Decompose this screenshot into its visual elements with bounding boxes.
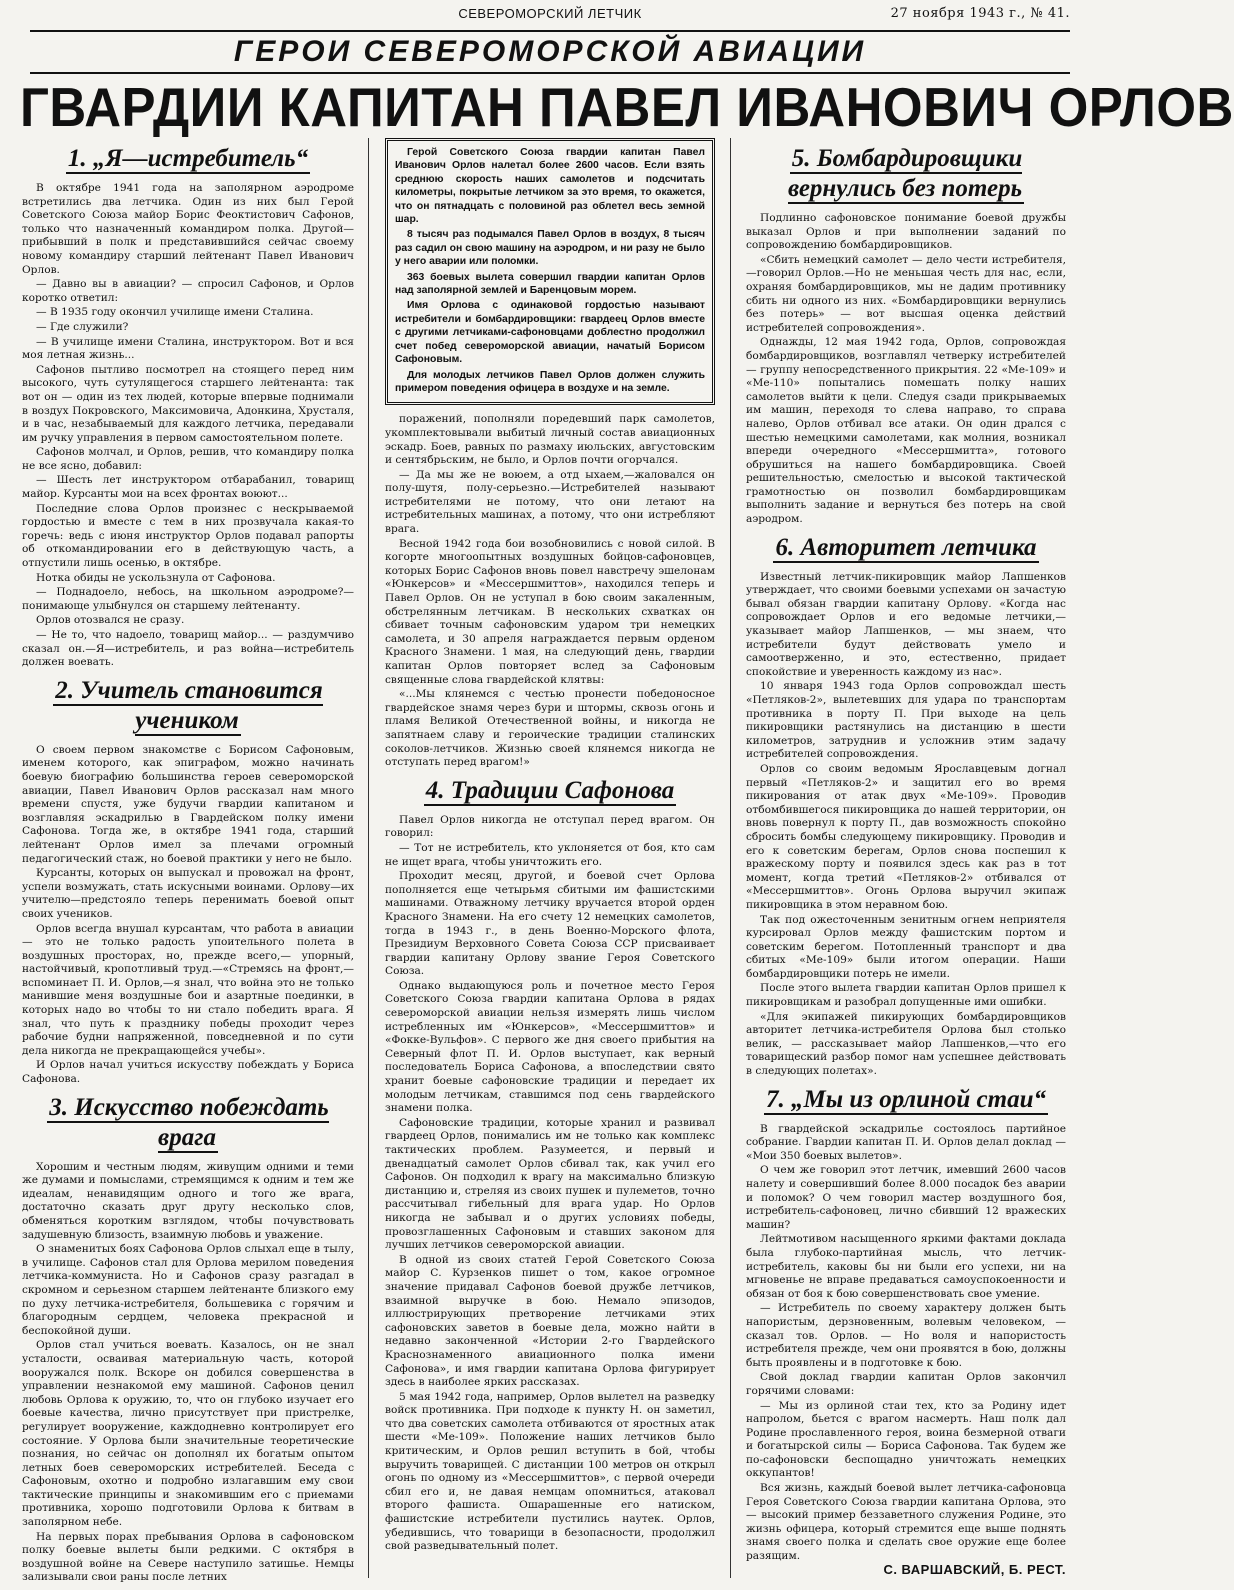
paragraph: Лейтмотивом насыщенного яркими фактами доклада была глубоко-партийная мысль, что летчик-истребитель, каковы бы ни были его успехи, ни на мгновенье не вправе предаваться самоуспокоенности и обязан от боя к бою совершенствовать свое умение. (746, 1233, 1066, 1300)
paragraph: 10 января 1943 года Орлов сопровождал шесть «Петляков-2», вылетевших для удара по транспортам противника в порту П. При выходе на цель пикировщики растянулись на дистанцию в шести километров, затруднив и усложнив этим задачу истребителей сопровождения. (746, 680, 1066, 761)
paragraph: Весной 1942 года бои возобновились с новой силой. В когорте многоопытных воздушных бойцов-сафоновцев, которых Борис Сафонов вновь повел навстречу эшелонам «Юнкерсов» и «Мессершмиттов», находился теперь и Павел Орлов. Он не уступал в бою своим закаленным, обстрелянным летчикам. В нескольких схватках он сбивает точным сафоновским ударом три немецких самолета, и 30 апреля награждается первым орденом Красного Знамени. 1 мая, на следующий день, гвардии капитан Орлов повторяет вслед за Сафоновым священные слова гвардейской клятвы: (385, 537, 715, 686)
fact-box (385, 138, 715, 405)
paragraph: После этого вылета гвардии капитан Орлов пришел к пикировщикам и разобрал допущенные ими ошибки. (746, 982, 1066, 1009)
fact-paragraph: 363 боевых вылета совершил гвардии капитан Орлов над заполярной землей и Баренцовым морем. (395, 271, 705, 297)
paragraph: Сафонов пытливо посмотрел на стоящего перед ним высокого, чуть сутулящегося старшего лейтенанта: так вот он — один из тех людей, которые впервые поднимали в воздух Покровского, Максимовича, Адонкина, Хрусталя, и в час, незабываемый для каждого летчика, передавали им ручку управления в первом самостоятельном полете. (22, 363, 354, 444)
paragraph: — Шесть лет инструктором отбарабанил, товарищ майор. Курсанты мои на всех фронтах воюют... (22, 474, 354, 501)
paragraph: Орлов всегда внушал курсантам, что работа в авиации — это не только радость упоительного полета в воздушных просторах, но, прежде всего,— упорный, настойчивый, кропотливый труд.—«Стремясь на фронт,—вспоминает П. И. Орлов,—я знал, что война это не только манившие меня воздушные бои и азартные поединки, в которых надо во чтобы то ни стало победить врага. Я знал, что путь к празднику победы проходит через рабочие будни напряженной, повседневной и по сути дела никогда не прекращающейся учебы». (22, 922, 354, 1057)
paragraph: В октябре 1941 года на заполярном аэродроме встретились два летчика. Один из них был Герой Советского Союза майор Борис Феоктистович Сафонов, только что назначенный командиром полка. Другой—прибывший в полк и представившийся сейчас своему новому командиру старший лейтенант Павел Иванович Орлов. (22, 182, 354, 276)
paragraph: Орлов отозвался не сразу. (36, 614, 185, 627)
paragraph: — Где служили? (36, 320, 129, 333)
paragraph: — В училище имени Сталина, инструктором. Вот и вся моя летная жизнь... (22, 335, 354, 362)
rubric-band (30, 30, 1070, 74)
paragraph: Сафоновские традиции, которые хранил и развивал гвардеец Орлов, понимались им не только как комплекс тактических проблем. Разумеется, и первый и двенадцатый самолет Орлов сбивал так, как учил его Сафонов. Он подходил к врагу на максимально близкую дистанцию и, стреляя из своих пушек и пулеметов, точно рассчитывал гибельный для врага удар. Но Орлов никогда не забывал и о других условиях победы, провозглашенных Сафоновым и ставших законом для лучших летчиков североморской авиации. (385, 1116, 715, 1252)
paragraph: — Да мы же не воюем, а отд ыхаем,—жаловался он полу-шутя, полу-серьезно.—Истребителей называют истребителями не потому, что они летают на истребительных машинах, а потому, что они истребляют врага. (385, 468, 715, 536)
paragraph: Хорошим и честным людям, живущим одними и теми же думами и помыслами, стремящимся к одним и тем же идеалам, ненавидящим одного и того же врага, достаточно сказать друг другу несколько слов, обменяться коротким взглядом, чтобы почувствовать задушевную близость, взаимную любовь и уважение. (22, 1160, 354, 1241)
paper-name: СЕВЕРОМОРСКИЙ ЛЕТЧИК (458, 6, 642, 21)
paragraph: О чем же говорил этот летчик, имевший 2600 часов налету и совершивший более 8.000 посадок без аварии и поломок? О чем говорил мастер воздушного боя, истребитель-сафоновец, лично сбивший 12 вражеских машин? (746, 1164, 1066, 1231)
paragraph: Проходит месяц, другой, и боевой счет Орлова пополняется еще четырьмя сбитыми им фашистскими машинами. Отважному летчику вручается второй орден Красного Знамени. На его счету 12 немецких самолетов, тогда в 1943 г., в день Военно-Морского флота, Президиум Верховного Совета Союза ССР присваивает гвардии капитану Орлову звание Героя Советского Союза. (385, 870, 715, 978)
paragraph: О знаменитых боях Сафонова Орлов слыхал еще в тылу, в училище. Сафонов стал для Орлова мерилом поведения летчика-коммуниста. Но и Сафонов сразу разгадал в скромном и серьезном старшем лейтенанте близкого ему по духу летчика-истребителя, большевика с горячим и благородным сердцем, человека прекрасной и беспокойной души. (22, 1243, 354, 1337)
column-divider (730, 138, 731, 1578)
paragraph: Орлов стал учиться воевать. Казалось, он не знал усталости, осваивая материальную часть, которой вооружался полк. Вскоре он добился совершенства в управлении незнакомой ему машиной. Сафонов ценил любовь Орлова к оружию, то, что он глубоко изучает его боевые качества, лично присутствует при пристрелке, регулирует вооружение, каждодневно контролирует его состояние. У Орлова были значительные теоретические познания, но сейчас он дополнял их богатым опытом летных боев североморских истребителей. Беседа с Сафоновым, охотно и подробно излагавшим ему свои тактические принципы и знакомившим его с приемами противника, хорошо подготовили Орлова к битвам в заполярном небе. (22, 1339, 354, 1529)
column-1 (22, 138, 354, 1584)
section-title-text: 4. Традиции Сафонова (425, 776, 675, 804)
section-title-text: 1. „Я—истребитель“ (67, 145, 309, 172)
paragraph: Так под ожесточенным зенитным огнем неприятеля курсировал Орлов между фашистским портом и советским берегом. Потопленный транспорт и два сбитых «Ме-109» были итогом операции. Наши бомбардировщики потерь не имели. (746, 913, 1066, 980)
paragraph: Известный летчик-пикировщик майор Лапшенков утверждает, что своими боевыми успехами он зачастую бывал обязан гвардии капитану Орлову. «Когда нас сопровождает Орлов и его ведомые летчики,—указывает майор Лапшенков, — мы знаем, что истребители будут действовать умело и самоотверженно, и это, естественно, придает спокойствие и уверенность каждому из нас». (746, 570, 1066, 678)
headline: ГВАРДИИ КАПИТАН ПАВЕЛ ИВАНОВИЧ ОРЛОВ (20, 76, 1234, 138)
paragraph: О своем первом знакомстве с Борисом Сафоновым, именем которого, как эпиграфом, можно начинать боевую биографию большинства героев североморской авиации, Павел Иванович Орлов рассказал нам много времени спустя, уже будучи гвардии капитаном и возглавляя эскадрилью в Гвардейском полку имени Сафонова. Тогда же, в октябре 1941 года, старший лейтенант Орлов имел за плечами огромный педагогический стаж, но боевой практики у него не было. (22, 743, 354, 865)
paragraph: В гвардейской эскадрилье состоялось партийное собрание. Гвардии капитан П. И. Орлов делал доклад — «Мои 350 боевых вылетов». (746, 1122, 1066, 1162)
section-title (22, 1093, 354, 1153)
fact-paragraph: 8 тысяч раз подымался Павел Орлов в воздух, 8 тысяч раз садил он свою машину на аэродром, и ни разу не было у него аварии или поломки. (395, 229, 705, 268)
paragraph: «Сбить немецкий самолет — дело чести истребителя,—говорил Орлов.—Но не меньшая честь для нас, если, охраняя бомбардировщиков, мы не дадим противнику сбить ни одного из них. «Бомбардировщики вернулись без потерь» — вот высшая оценка действий истребителей сопровождения». (746, 253, 1066, 334)
paragraph: Нотка обиды не ускользнула от Сафонова. (36, 571, 276, 584)
section-title (746, 533, 1066, 563)
author-signature: С. ВАРШАВСКИЙ, Б. РЕСТ. (883, 1562, 1066, 1577)
paragraph: поражений, пополняли поредевший парк самолетов, укомплектовывали выбитый личный состав авиационных эскадр. Боев, равных по размаху июльских, августовским и сентябрьским, не было, и Орлов почти огорчался. (385, 413, 715, 467)
section-title (22, 144, 354, 174)
paragraph: В одной из своих статей Герой Советского Союза майор С. Курзенков пишет о том, какое огромное значение придавал Сафонов боевой дружбе летчиков, взаимной выручке в бою. Немало эпизодов, иллюстрирующих претворение летчиками этих сафоновских заветов в боевые дела, можно найти в недавно законченной «Истории 2-го Гвардейского Краснознаменного авиационного полка имени Сафонова», и имя гвардии капитана Орлова фигурирует здесь в наиболее ярких рассказах. (385, 1253, 715, 1389)
section-title (385, 776, 715, 806)
section-title (22, 676, 354, 736)
section-title (746, 1085, 1066, 1115)
paragraph: Последние слова Орлов произнес с нескрываемой гордостью и вместе с тем в них прозвучала какая-то горечь: ведь с июня инструктор Орлов подавал рапорты об откомандировании его в действующую часть, а отпустили лишь осенью, в октябре. (22, 502, 354, 570)
section-title (746, 144, 1066, 204)
fact-paragraph: Герой Советского Союза гвардии капитан Павел Иванович Орлов налетал более 2600 часов. Если взять среднюю скорость наших самолетов и подсчитать километры, покрытые летчиком за это время, то окажется, что он пятнадцать с половиной раз облетел весь земной шар. (395, 147, 705, 226)
paragraph: Однажды, 12 мая 1942 года, Орлов, сопровождая бомбардировщиков, возглавлял четверку истребителей — группу непосредственного прикрытия. 22 «Ме-109» и «Ме-110» попытались помешать полку наших самолетов выйти к цели. Следуя сзади прикрываемых им машин, переходя то слева направо, то справа налево, Орлов отбивал все атаки. Он один дрался с шестью немецкими самолетами, как молния, возникал впереди очередного «Мессершмитта», готового обрушиться на нашего бомбардировщика. Своей решительностью, смелостью и высокой тактической грамотностью он позволил бомбардировщикам выполнить задание и вернуться без потерь на свой аэродром. (746, 336, 1066, 526)
column-divider (368, 138, 369, 1578)
paragraph: — Поднадоело, небось, на школьном аэродроме?—понимающе улыбнулся он старшему лейтенанту. (22, 586, 354, 612)
paragraph: Сафонов молчал, и Орлов, решив, что командиру полка не все ясно, добавил: (22, 446, 354, 472)
paragraph: Однако выдающуюся роль и почетное место Героя Советского Союза гвардии капитана Орлова в рядах североморской авиации нельзя измерять лишь числом истребленных им «Юнкерсов», «Мессершмиттов» и «Фокке-Вульфов». С первого же дня своего прибытия на Северный флот П. И. Орлов выступает, как верный последователь Бориса Сафонова, а впоследствии свято хранит боевые сафоновские традиции и передает их молодым летчикам, ставшимся под сень гвардейского знамени полка. (385, 979, 715, 1115)
issue-date: 27 ноября 1943 г., № 41. (890, 6, 1070, 21)
section-title-text: 6. Авторитет летчика (775, 533, 1037, 561)
fact-paragraph: Для молодых летчиков Павел Орлов должен служить примером поведения офицера в воздухе и на земле. (395, 369, 705, 394)
masthead (30, 6, 1070, 28)
paragraph: — В 1935 году окончил училище имени Сталина. (36, 306, 314, 319)
paragraph: Свой доклад гвардии капитан Орлов закончил горячими словами: (746, 1371, 1066, 1397)
paragraph: На первых порах пребывания Орлова в сафоновском полку боевые вылеты были редкими. С октября в воздушной войне на Севере наступило затишье. Немцы зализывали свои раны после летних (22, 1530, 354, 1584)
section-title-text: 7. „Мы из орлиной стаи“ (766, 1085, 1046, 1113)
section-title-text: 5. Бомбардировщики вернулись без потерь (787, 145, 1023, 202)
paragraph: И Орлов начал учиться искусству побеждать у Бориса Сафонова. (22, 1059, 354, 1086)
paragraph: «...Мы клянемся с честью пронести победоносное гвардейское знамя через бури и штормы, сквозь огонь и пламя Великой Отечественной войны, и никогда не запятнаем славу и героические традиции сталинских соколов-летчиков. Жизнью своей клянемся никогда не отступать перед врагом!» (385, 688, 715, 769)
paragraph: — Мы из орлиной стаи тех, кто за Родину идет напролом, бьется с врагом насмерть. Наш полк дал Родине прославленного героя, воина безмерной отваги и богатырской силы — Бориса Сафонова. Так будем же по-сафоновски беспощадно уничтожать немецких оккупантов! (746, 1399, 1066, 1480)
fact-paragraph: Имя Орлова с одинаковой гордостью называют истребители и бомбардировщики: гвардеец Орлов вместе с другими летчиками-сафоновцами доблестно продолжил счет побед североморской авиации, начатый Борисом Сафоновым. (395, 300, 705, 366)
paragraph: — Давно вы в авиации? — спросил Сафонов, и Орлов коротко ответил: (22, 278, 354, 304)
paragraph: Павел Орлов никогда не отступал перед врагом. Он говорил: (385, 813, 715, 840)
section-title-text: 3. Искусство побеждать врага (49, 1093, 329, 1151)
paragraph: — Тот не истребитель, кто уклоняется от боя, кто сам не ищет врага, чтобы уничтожить его. (385, 841, 715, 868)
paragraph: — Истребитель по своему характеру должен быть напористым, дерзновенным, волевым человеком, — сказал тов. Орлов. — Но воля и напористость истребителя прежде, чем они проявятся в бою, должны быть проявлены и в подготовке к бою. (746, 1302, 1066, 1369)
paragraph: Подлинно сафоновское понимание боевой дружбы выказал Орлов и при выполнении заданий по сопровождению бомбардировщиков. (746, 212, 1066, 252)
paragraph: — Не то, что надоело, товарищ майор... — раздумчиво сказал он.—Я—истребитель, и раз война—истребитель должен воевать. (22, 629, 354, 669)
paragraph: Курсанты, которых он выпускал и провожал на фронт, успели возмужать, стать искусными воинами. Орлову—их учителю—предстояло теперь перенимать боевой опыт своих учеников. (22, 867, 354, 920)
section-title-text: 2. Учитель становится учеником (55, 676, 323, 734)
column-3 (746, 138, 1066, 1578)
rubric-title: ГЕРОИ СЕВЕРОМОРСКОЙ АВИАЦИИ (233, 35, 867, 68)
paragraph: Орлов со своим ведомым Ярославцевым догнал первый «Петляков-2» и защитил его во время пикирования от атак двух «Ме-109». Проводив отбомбившегося пикировщика до нашей территории, он вновь повернул к порту П., дав возможность спокойно сбросить бомбы следующему пикировщику. Проводив и его к советским берегам, Орлов снова поспешил к вражескому порту и появился здесь как раз в тот момент, когда третий «Петляков-2» отбивался от «Мессершмиттов». Огонь Орлова выручил экипаж пикировщика в этом неравном бою. (746, 762, 1066, 911)
paragraph: Вся жизнь, каждый боевой вылет летчика-сафоновца Героя Советского Союза гвардии капитана Орлова, это — высокий пример беззаветного служения Родине, это жизнь офицера, который стремится еще выше поднять знамя своего полка и сделать свое оружие еще более разящим. (746, 1482, 1066, 1563)
paragraph: «Для экипажей пикирующих бомбардировщиков авторитет летчика-истребителя Орлова был столько велик, — рассказывает майор Лапшенков,—что его товарищеский разбор помог нам успешнее действовать в следующих полетах». (746, 1010, 1066, 1078)
column-2 (385, 138, 715, 1578)
paragraph: 5 мая 1942 года, например, Орлов вылетел на разведку войск противника. При подходе к пункту Н. он заметил, что два советских самолета отбиваются от яростных атак шести «Ме-109». Положение наших летчиков было критическим, и Орлов решил вступить в бой, чтобы выручить товарищей. С дистанции 100 метров он открыл огонь по одному из «Мессершмиттов», с первой очереди сбил его и, не давая немцам опомниться, атаковал второго фашиста. Ошарашенные его натиском, фашистские истребители пустились наутек. Орлов, убедившись, что товарищи в безопасности, продолжил свой разведывательный полет. (385, 1390, 715, 1553)
